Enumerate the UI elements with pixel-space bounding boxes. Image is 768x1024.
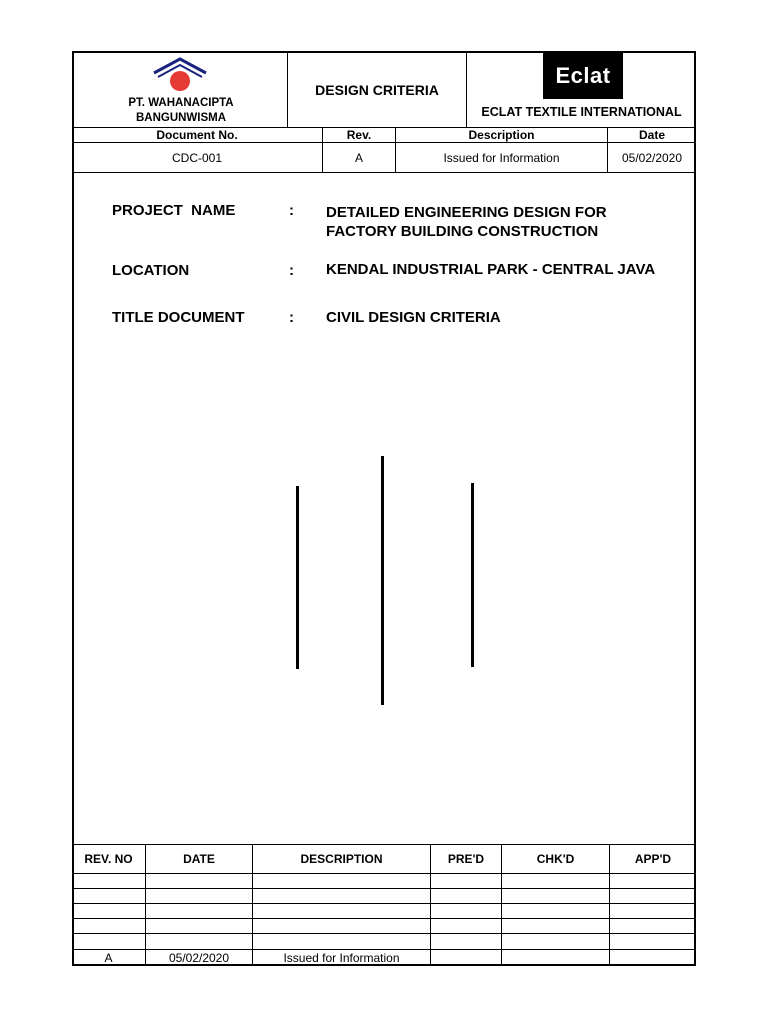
rev-row-revno: A (104, 950, 113, 965)
rev-table-row-line-1 (72, 888, 696, 889)
location-value: KENDAL INDUSTRIAL PARK - CENTRAL JAVA (326, 261, 656, 278)
rev-table-header-prepared: PRE'D (447, 852, 485, 866)
doc-number: CDC-001 (171, 150, 222, 165)
rev-table-header-date: DATE (183, 852, 215, 866)
doc-description: Issued for Information (443, 150, 560, 165)
doc-date: 05/02/2020 (621, 150, 683, 165)
location-label: LOCATION (112, 262, 190, 279)
document-frame (72, 51, 696, 966)
doc-table-header-date: Date (638, 127, 665, 142)
rev-row-description: Issued for Information (283, 950, 400, 965)
rev-row-prepared (431, 950, 501, 965)
decorative-line-right (471, 483, 474, 667)
rev-table-header-checked: CHK'D (536, 852, 575, 866)
doc-table-header-rev: Rev. (346, 127, 372, 142)
project-name-colon: : (289, 202, 294, 219)
project-name-value-line2: FACTORY BUILDING CONSTRUCTION (326, 223, 599, 240)
project-name-label: PROJECT NAME (112, 202, 236, 219)
rev-row-checked (502, 950, 609, 965)
project-name-value-line1: DETAILED ENGINEERING DESIGN FOR (326, 204, 607, 221)
project-name-value (326, 203, 607, 241)
rev-row-date: 05/02/2020 (168, 950, 230, 965)
company-name-line1: PT. WAHANACIPTA (128, 97, 234, 109)
rev-table-row-line-2 (72, 903, 696, 904)
doc-table-header-docno: Document No. (156, 127, 238, 142)
rev-table-header-approved: APP'D (634, 852, 672, 866)
doc-table-header-description: Description (468, 127, 535, 142)
logo-sun-icon (170, 71, 190, 91)
rev-table-header-revno: REV. NO (84, 852, 133, 866)
title-document-colon: : (289, 309, 294, 326)
client-name: ECLAT TEXTILE INTERNATIONAL (481, 105, 682, 119)
title-document-value: CIVIL DESIGN CRITERIA (326, 309, 501, 326)
rev-table-header-line (72, 873, 696, 874)
doc-table-bottom-line (72, 172, 696, 173)
doc-rev: A (354, 150, 363, 165)
rev-table-row-line-3 (72, 918, 696, 919)
wahanacipta-logo-icon (150, 55, 210, 95)
document-type-title: DESIGN CRITERIA (315, 82, 439, 98)
rev-table-row-line-4 (72, 933, 696, 934)
decorative-line-left (296, 486, 299, 669)
rev-table-header-description: DESCRIPTION (300, 852, 383, 866)
title-document-label: TITLE DOCUMENT (112, 309, 245, 326)
rev-row-approved (610, 950, 696, 965)
company-name-line2: BANGUNWISMA (135, 112, 227, 124)
location-colon: : (289, 262, 294, 279)
eclat-logo: Eclat (543, 53, 623, 99)
company-name-left (80, 96, 282, 126)
decorative-line-center (381, 456, 384, 705)
